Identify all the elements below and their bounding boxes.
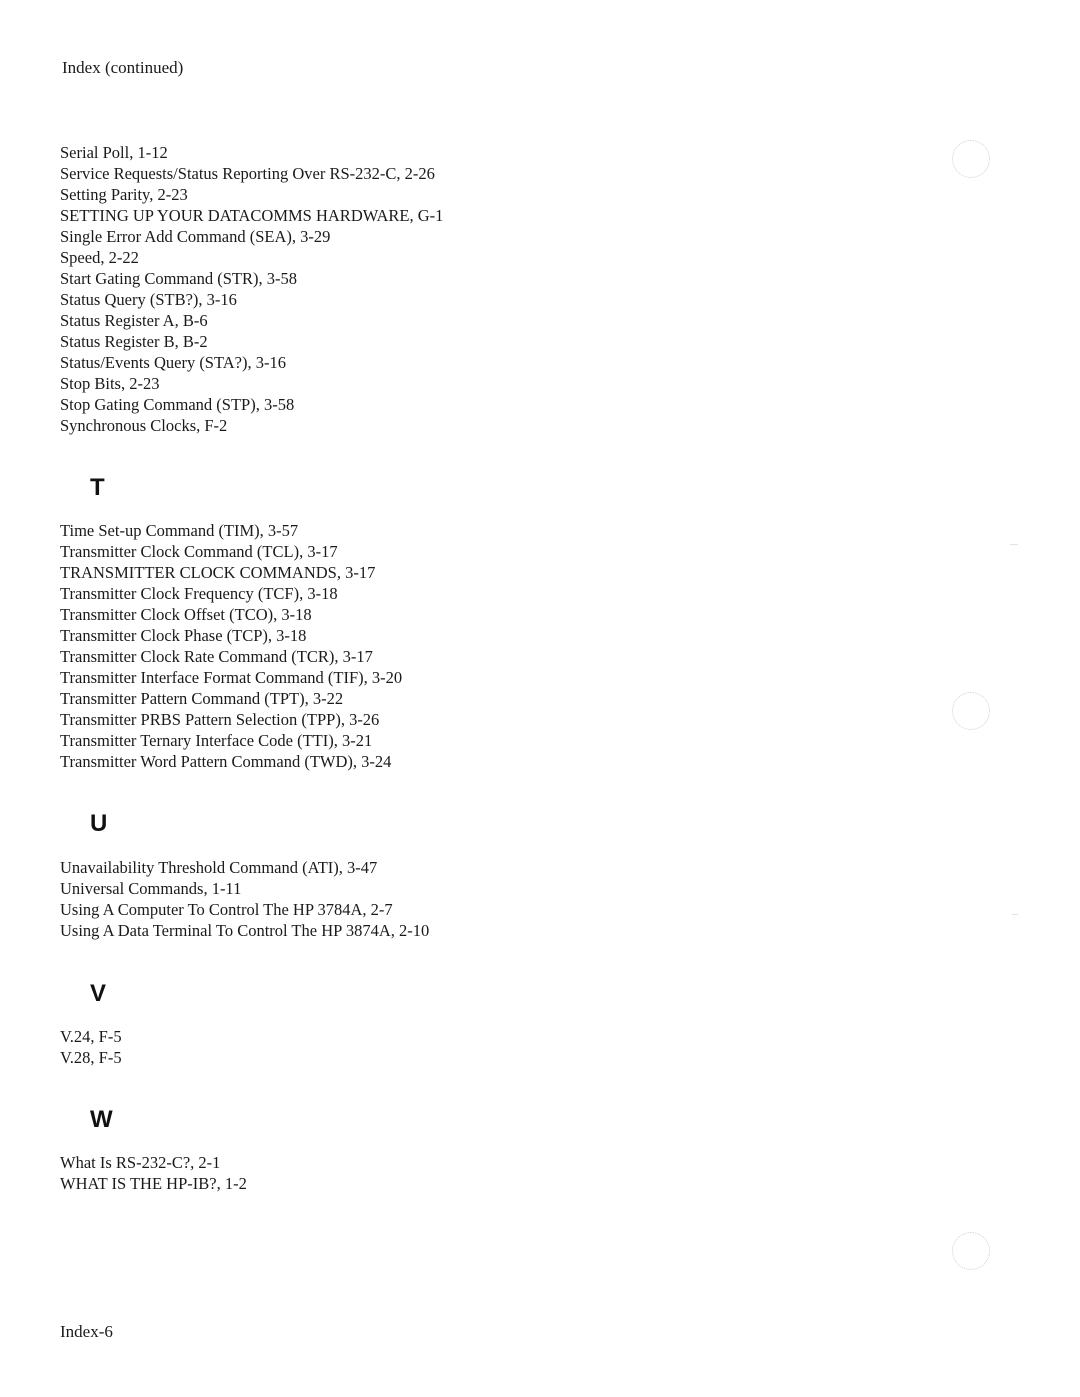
index-entry: TRANSMITTER CLOCK COMMANDS, 3-17 xyxy=(60,563,376,582)
index-entry: Time Set-up Command (TIM), 3-57 xyxy=(60,521,299,540)
index-entry: Using A Data Terminal To Control The HP 3874A, 2-10 xyxy=(60,921,430,940)
index-entry: What Is RS-232-C?, 2-1 xyxy=(60,1153,221,1172)
index-list-s xyxy=(60,142,443,436)
index-entry: Service Requests/Status Reporting Over RS-232-C, 2-26 xyxy=(60,164,435,183)
punch-hole-mark xyxy=(952,692,990,730)
index-list-w xyxy=(60,1152,247,1194)
index-list-v xyxy=(60,1026,122,1068)
index-entry: Transmitter Clock Frequency (TCF), 3-18 xyxy=(60,584,338,603)
punch-hole-mark xyxy=(952,140,990,178)
index-entry: Start Gating Command (STR), 3-58 xyxy=(60,269,297,288)
section-letter-t: T xyxy=(90,474,105,501)
index-entry: V.28, F-5 xyxy=(60,1048,122,1067)
index-entry: Universal Commands, 1-11 xyxy=(60,879,242,898)
index-entry: Transmitter Interface Format Command (TIF), 3-20 xyxy=(60,668,403,687)
index-entry: Transmitter Word Pattern Command (TWD), 3-24 xyxy=(60,752,392,771)
index-entry: SETTING UP YOUR DATACOMMS HARDWARE, G-1 xyxy=(60,206,444,225)
scan-speck xyxy=(1012,914,1018,915)
index-entry: Unavailability Threshold Command (ATI), 3-47 xyxy=(60,858,378,877)
section-letter-u: U xyxy=(90,810,108,837)
scan-speck xyxy=(1010,544,1018,545)
index-entry: Transmitter Ternary Interface Code (TTI), 3-21 xyxy=(60,731,373,750)
index-entry: Status Register A, B-6 xyxy=(60,311,208,330)
index-entry: Transmitter Clock Command (TCL), 3-17 xyxy=(60,542,338,561)
index-entry: Single Error Add Command (SEA), 3-29 xyxy=(60,227,331,246)
section-letter-v: V xyxy=(90,980,107,1007)
index-entry: Using A Computer To Control The HP 3784A, 2-7 xyxy=(60,900,393,919)
index-entry: Transmitter PRBS Pattern Selection (TPP), 3-26 xyxy=(60,710,380,729)
page-header: Index (continued) xyxy=(62,58,184,77)
index-entry: Transmitter Clock Phase (TCP), 3-18 xyxy=(60,626,307,645)
index-entry: WHAT IS THE HP-IB?, 1-2 xyxy=(60,1174,247,1193)
index-entry: Status/Events Query (STA?), 3-16 xyxy=(60,353,286,372)
index-entry: Status Query (STB?), 3-16 xyxy=(60,290,237,309)
index-entry: V.24, F-5 xyxy=(60,1027,122,1046)
index-entry: Serial Poll, 1-12 xyxy=(60,143,168,162)
index-entry: Speed, 2-22 xyxy=(60,248,139,267)
page-number: Index-6 xyxy=(60,1322,113,1341)
index-entry: Stop Bits, 2-23 xyxy=(60,374,160,393)
index-entry: Transmitter Clock Offset (TCO), 3-18 xyxy=(60,605,312,624)
index-list-u xyxy=(60,857,429,941)
index-entry: Transmitter Clock Rate Command (TCR), 3-17 xyxy=(60,647,373,666)
punch-hole-mark xyxy=(952,1232,990,1270)
index-entry: Stop Gating Command (STP), 3-58 xyxy=(60,395,295,414)
index-entry: Setting Parity, 2-23 xyxy=(60,185,188,204)
index-entry: Status Register B, B-2 xyxy=(60,332,208,351)
index-entry: Transmitter Pattern Command (TPT), 3-22 xyxy=(60,689,344,708)
index-list-t xyxy=(60,520,402,772)
section-letter-w: W xyxy=(90,1106,113,1133)
index-entry: Synchronous Clocks, F-2 xyxy=(60,416,228,435)
